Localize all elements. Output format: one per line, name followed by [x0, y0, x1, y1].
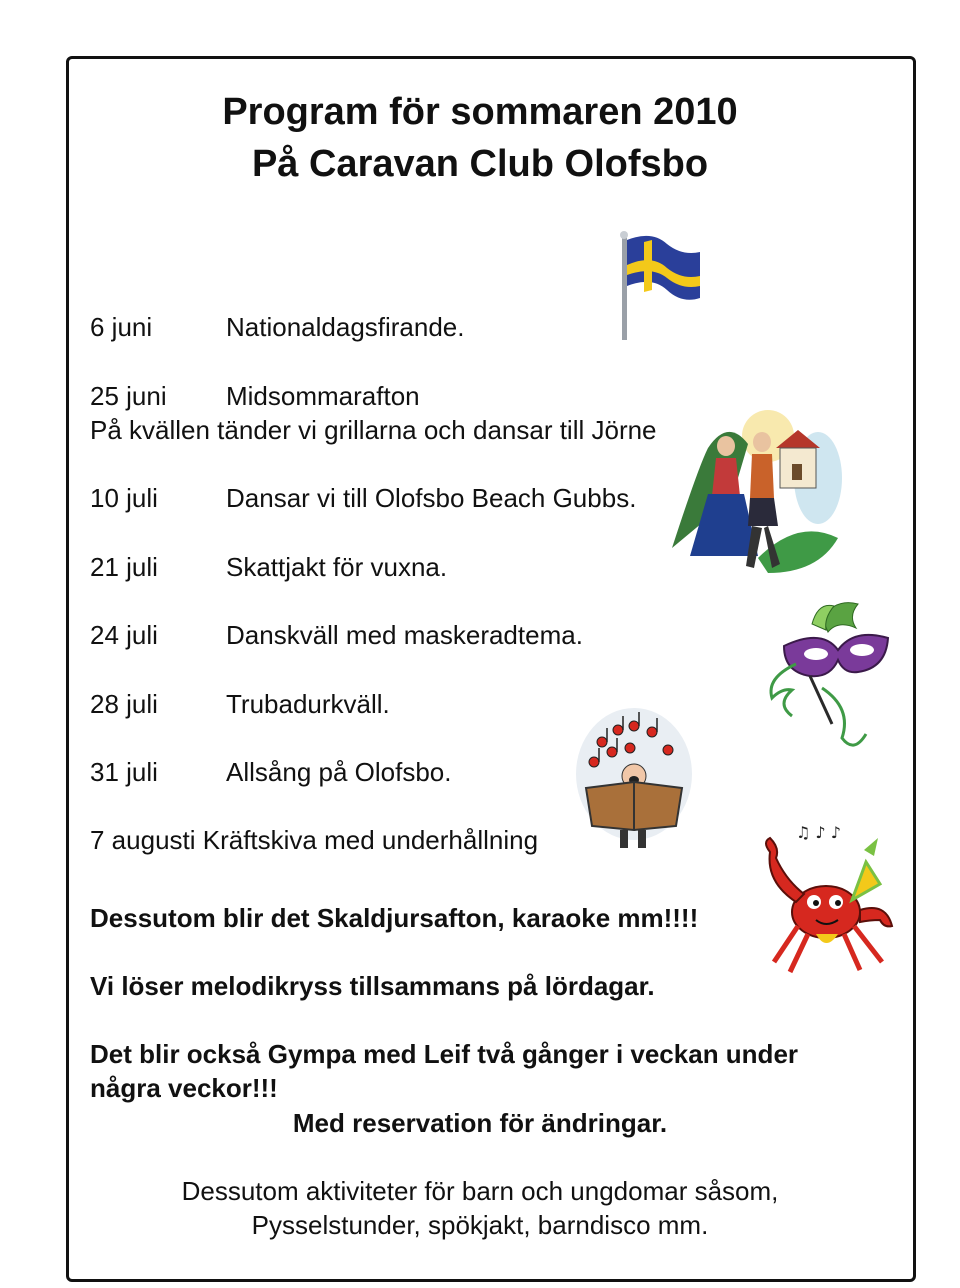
event-date: 25 juni [90, 381, 167, 411]
swedish-flag-icon [612, 230, 704, 342]
poster-title-line2: På Caravan Club Olofsbo [251, 143, 709, 185]
extra-line: Dessutom blir det Skaldjursafton, karaoke mm!!!! [90, 903, 699, 933]
event-activity: Dansar vi till Olofsbo Beach Gubbs. [226, 483, 637, 513]
event-date: 28 juli [90, 689, 158, 719]
event-date: 31 juli [90, 757, 158, 787]
reservation-note: Med reservation för ändringar. [292, 1108, 668, 1138]
event-activity: Allsång på Olofsbo. [226, 757, 452, 787]
august-event: 7 augusti Kräftskiva med underhållning [90, 825, 539, 855]
event-date: 21 juli [90, 552, 158, 582]
event-activity: Danskväll med maskeradtema. [226, 620, 583, 650]
event-activity: Midsommarafton [226, 381, 420, 411]
masquerade-mask-icon [762, 598, 896, 754]
event-activity: Trubadurkväll. [226, 689, 390, 719]
kids-line: Pysselstunder, spökjakt, barndisco mm. [251, 1210, 709, 1240]
midsommar-note: På kvällen tänder vi grillarna och dansar till Jörne [90, 415, 657, 445]
extra-line: Vi löser melodikryss tillsammans på lördagar. [90, 971, 655, 1001]
kids-line: Dessutom aktiviteter för barn och ungdomar såsom, [181, 1176, 779, 1206]
event-activity: Skattjakt för vuxna. [226, 552, 448, 582]
event-date: 10 juli [90, 483, 158, 513]
choir-singer-icon [572, 704, 696, 854]
extra-line: Det blir också Gympa med Leif två gånger i veckan under [90, 1039, 799, 1069]
event-date: 24 juli [90, 620, 158, 650]
event-activity: Nationaldagsfirande. [226, 312, 465, 342]
svg-text:♫ ♪ ♪: ♫ ♪ ♪ [796, 823, 841, 842]
dancing-couple-icon [668, 408, 846, 578]
event-date: 6 juni [90, 312, 153, 342]
extra-line: några veckor!!! [90, 1073, 278, 1103]
crab-icon [756, 822, 898, 980]
poster-title-line1: Program för sommaren 2010 [222, 91, 738, 133]
